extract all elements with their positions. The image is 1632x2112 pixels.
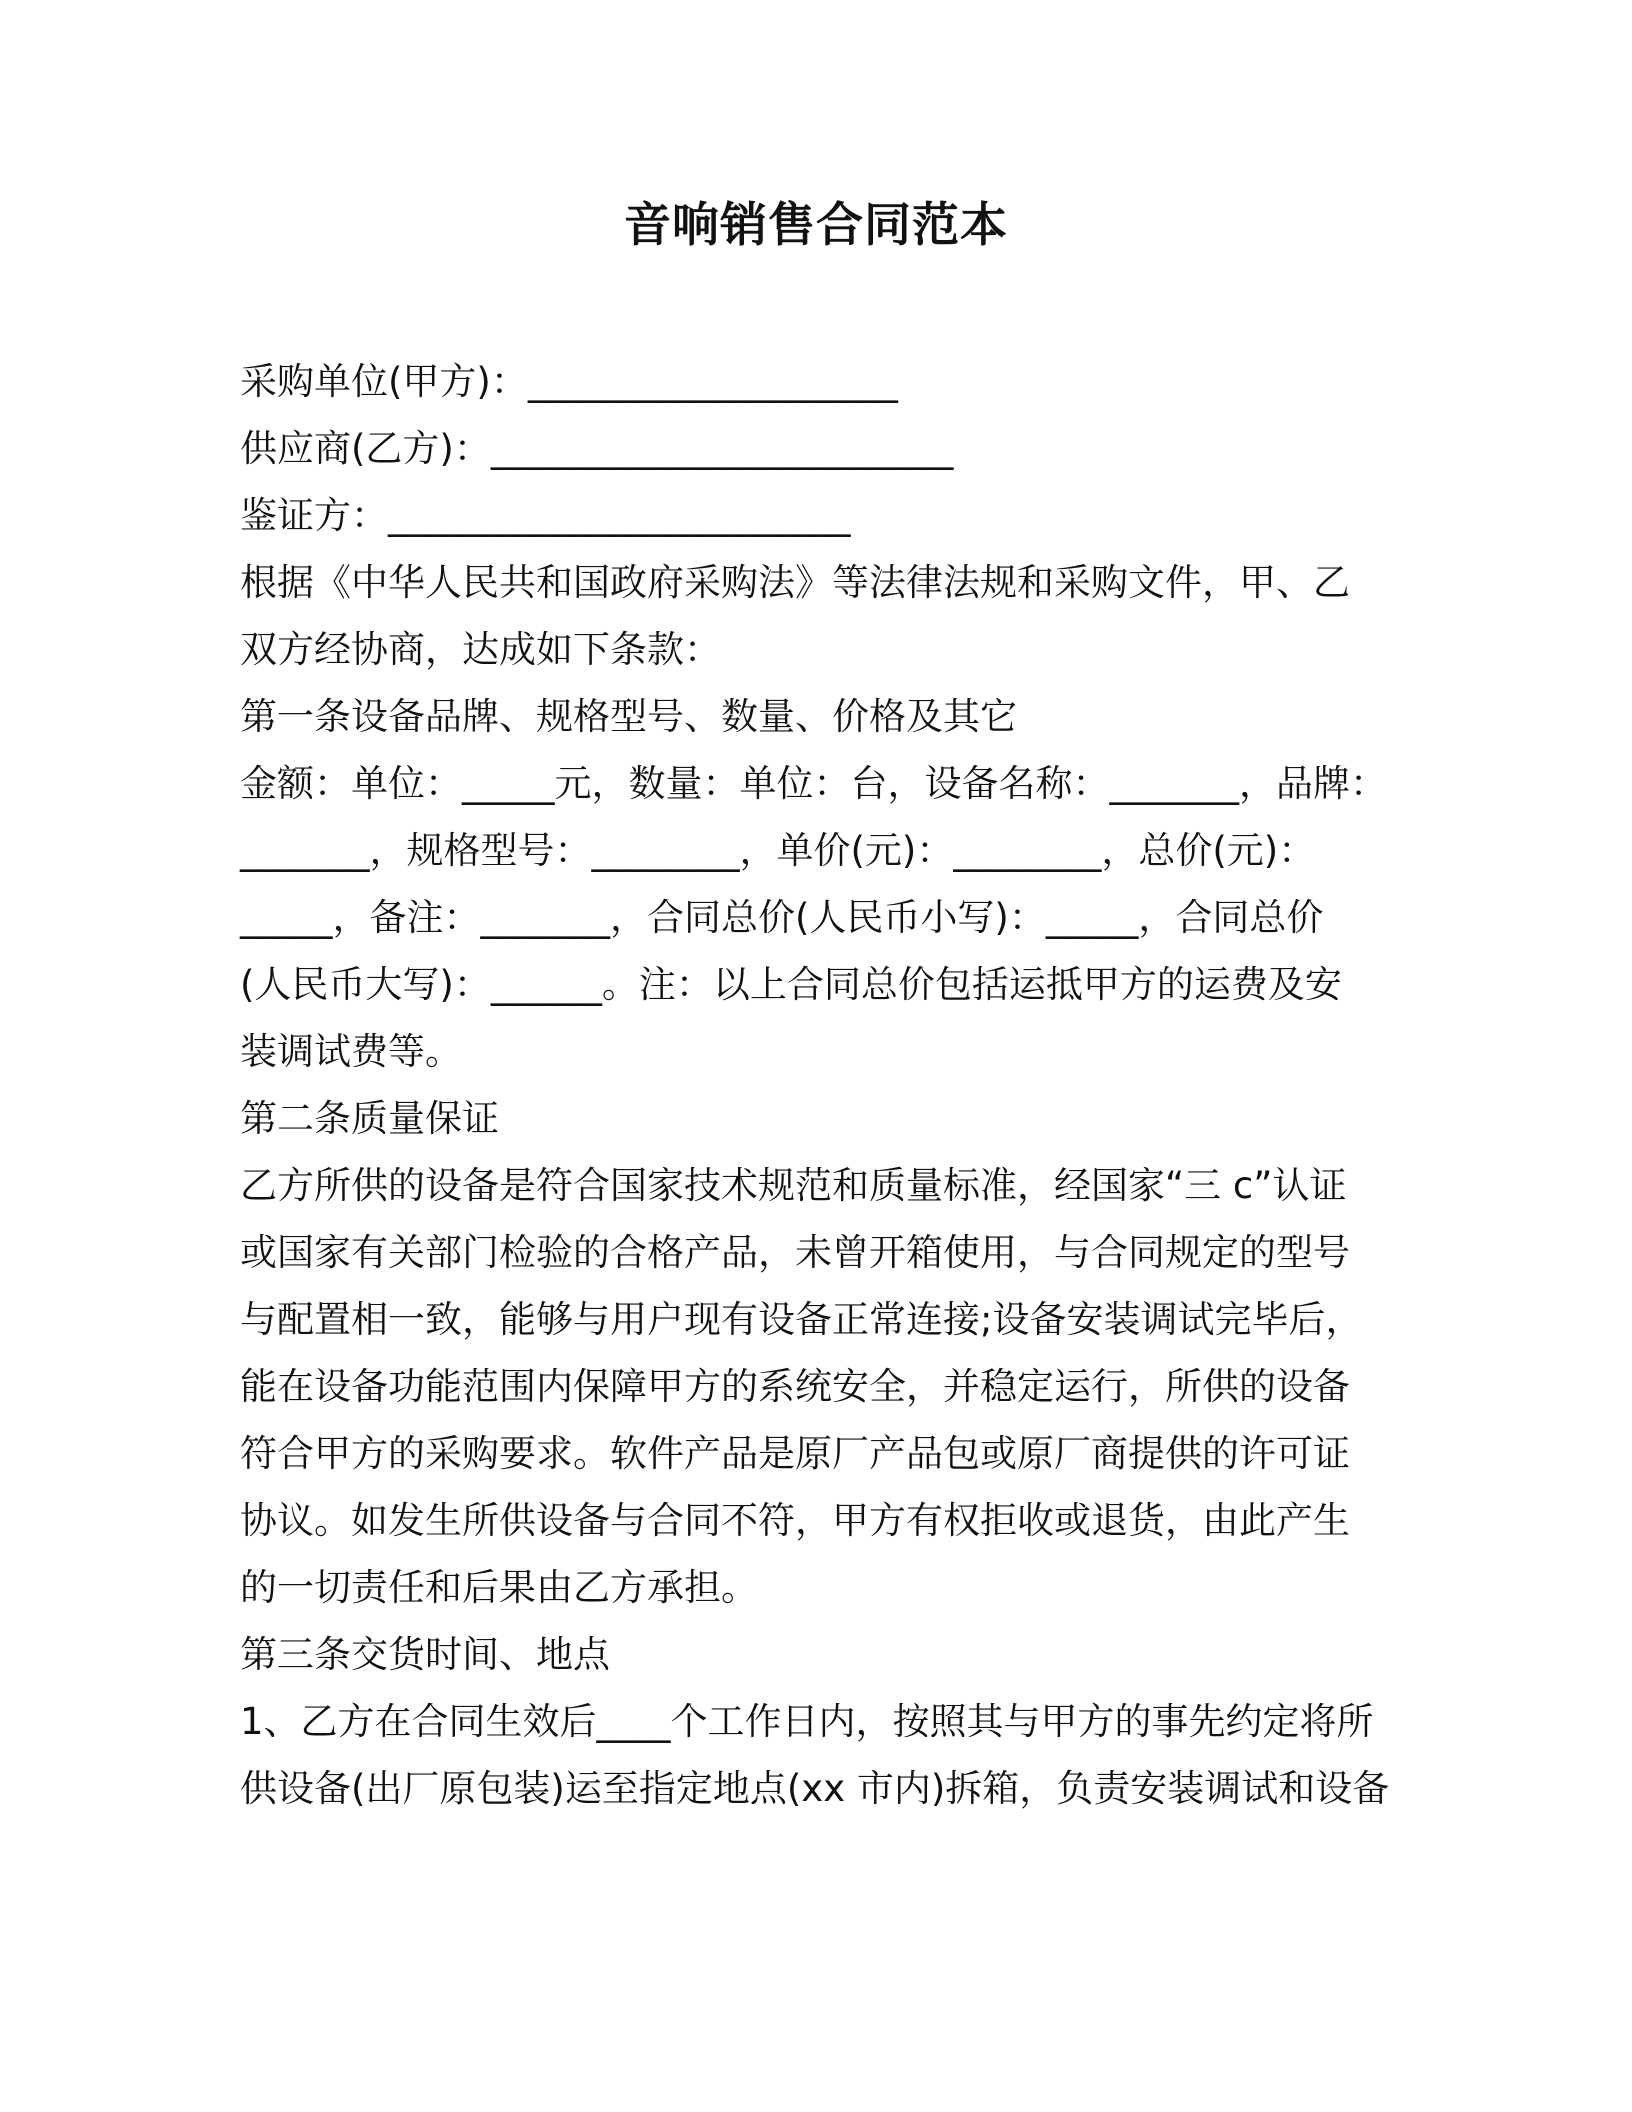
- article-2-line-5: 符合甲方的采购要求。软件产品是原厂产品包或原厂商提供的许可证: [240, 1432, 1350, 1475]
- article-1-line-5: 装调试费等。: [240, 1030, 462, 1073]
- article-2-line-6: 协议。如发生所供设备与合同不符，甲方有权拒收或退货，由此产生: [240, 1499, 1350, 1542]
- article-1-heading: 第一条设备品牌、规格型号、数量、价格及其它: [240, 695, 1017, 738]
- preamble-line-1: 根据《中华人民共和国政府采购法》等法律法规和采购文件，甲、乙: [240, 561, 1350, 604]
- article-2-line-4: 能在设备功能范围内保障甲方的系统安全，并稳定运行，所供的设备: [240, 1365, 1350, 1408]
- article-2-line-3: 与配置相一致，能够与用户现有设备正常连接;设备安装调试完毕后，: [240, 1298, 1363, 1341]
- document-body: [240, 348, 1396, 1822]
- article-2-line-2: 或国家有关部门检验的合格产品，未曾开箱使用，与合同规定的型号: [240, 1231, 1350, 1274]
- field-supplier: 供应商(乙方)：_________________________: [240, 427, 954, 470]
- article-2-heading: 第二条质量保证: [240, 1097, 499, 1140]
- article-3-line-1: 1、乙方在合同生效后____个工作日内，按照其与甲方的事先约定将所: [240, 1700, 1374, 1743]
- field-purchaser: 采购单位(甲方)：____________________: [240, 360, 898, 403]
- field-witness: 鉴证方：_________________________: [240, 494, 851, 537]
- preamble-line-2: 双方经协商，达成如下条款：: [240, 628, 721, 671]
- article-3-line-2: 供设备(出厂原包装)运至指定地点(xx 市内)拆箱，负责安装调试和设备: [240, 1767, 1390, 1810]
- document-title: 音响销售合同范本: [624, 198, 1008, 253]
- article-2-line-7: 的一切责任和后果由乙方承担。: [240, 1566, 758, 1609]
- article-1-line-3: _____，备注：_______，合同总价(人民币小写)：_____，合同总价: [240, 896, 1324, 939]
- article-1-line-2: _______，规格型号：________，单价(元)：________，总价(元)：: [240, 829, 1316, 872]
- article-1-line-1: 金额：单位：_____元，数量：单位：台，设备名称：_______，品牌：: [240, 762, 1387, 805]
- article-2-line-1: 乙方所供的设备是符合国家技术规范和质量标准，经国家“三 c”认证: [240, 1164, 1347, 1207]
- article-1-line-4: (人民币大写)：______。注：以上合同总价包括运抵甲方的运费及安: [240, 963, 1342, 1006]
- article-3-heading: 第三条交货时间、地点: [240, 1633, 610, 1676]
